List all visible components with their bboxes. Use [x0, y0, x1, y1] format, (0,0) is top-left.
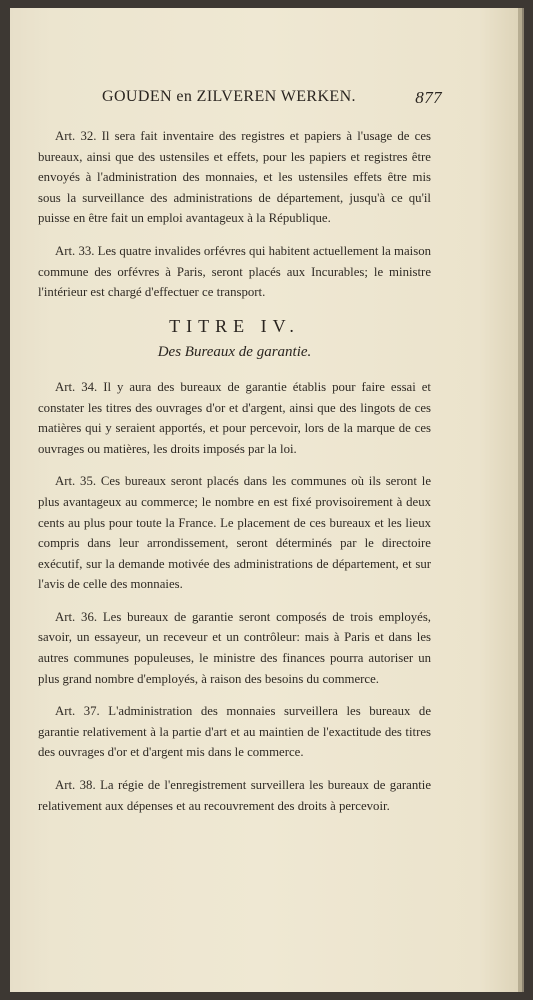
- article-text: Ces bureaux seront placés dans les communes où ils seront le plus avantageux au commerce; le nombre en est fixé provisoirement à deux cents au plus pour toute la France. Le placement de ces bureaux et les lieux compris dans leur arrondissement, seront déterminés par le directoire exécutif, sur la demande motivée des administrations de département, et sur l'avis de celle des monnaies.: [38, 474, 431, 592]
- article-label: Art. 36.: [55, 609, 98, 624]
- article-text: Il y aura des bureaux de garantie établis pour faire essai et constater les titres des ouvrages d'or et d'argent, ainsi que des lingots de ces matières qui y seraient apportés, et pour percevoir, lors de la marque de ces ouvrages ou matières, les droits imposés par la loi.: [38, 379, 431, 456]
- article-text: La régie de l'enregistrement surveillera les bureaux de garantie relativement aux dépenses et au recouvrement des droits à percevoir.: [38, 778, 432, 813]
- article-label: Art. 38.: [55, 778, 96, 793]
- section-subtitle: Des Bureaux de garantie.: [157, 344, 312, 361]
- article-label: Art. 37.: [55, 704, 100, 719]
- article-label: Art. 32.: [55, 129, 97, 143]
- article-label: Art. 33.: [55, 243, 95, 258]
- book-page: [10, 8, 520, 992]
- section-title: TITRE IV.: [169, 315, 300, 336]
- running-header: [102, 88, 442, 106]
- running-title: GOUDEN en ZILVEREN WERKEN.: [102, 88, 356, 105]
- article-text: Il sera fait inventaire des registres et papiers à l'usage de ces bureaux, ainsi que des ustensiles et effets, pour les papiers et registres être envoyés à l'administration des monnaies, et les ustensiles effets être mis sous la surveillance des administrations de département, jusqu'à ce qu'il puisse en être fait un emploi avantageux à la République.: [38, 129, 432, 226]
- article-label: Art. 35.: [55, 474, 97, 489]
- article-37: [38, 701, 431, 763]
- article-text: Les quatre invalides orfévres qui habitent actuellement la maison commune des orfévres à Paris, seront placés aux Incurables; le ministre l'intérieur est chargé d'effectuer ce transport.: [38, 243, 431, 300]
- article-label: Art. 34.: [55, 379, 98, 394]
- page-body: [38, 126, 431, 828]
- page-number: 877: [415, 88, 442, 107]
- article-32: [38, 126, 431, 229]
- article-text: L'administration des monnaies surveillera les bureaux de garantie relativement à la partie d'art et au maintien de l'exactitude des titres des ouvrages d'or et d'argent mis dans le commerce.: [38, 704, 431, 760]
- article-33: [38, 241, 431, 303]
- article-35: [38, 471, 431, 595]
- article-38: [38, 775, 431, 816]
- page-edge: [518, 8, 522, 992]
- article-36: [38, 607, 431, 689]
- article-34: [38, 377, 431, 459]
- article-text: Les bureaux de garantie seront composés de trois employés, savoir, un essayeur, un receveur et un contrôleur: mais à Paris et dans les autres communes populeuses, le ministre des finances pourra autoriser un plus grand nombre d'employés, à raison des besoins du commerce.: [38, 609, 432, 686]
